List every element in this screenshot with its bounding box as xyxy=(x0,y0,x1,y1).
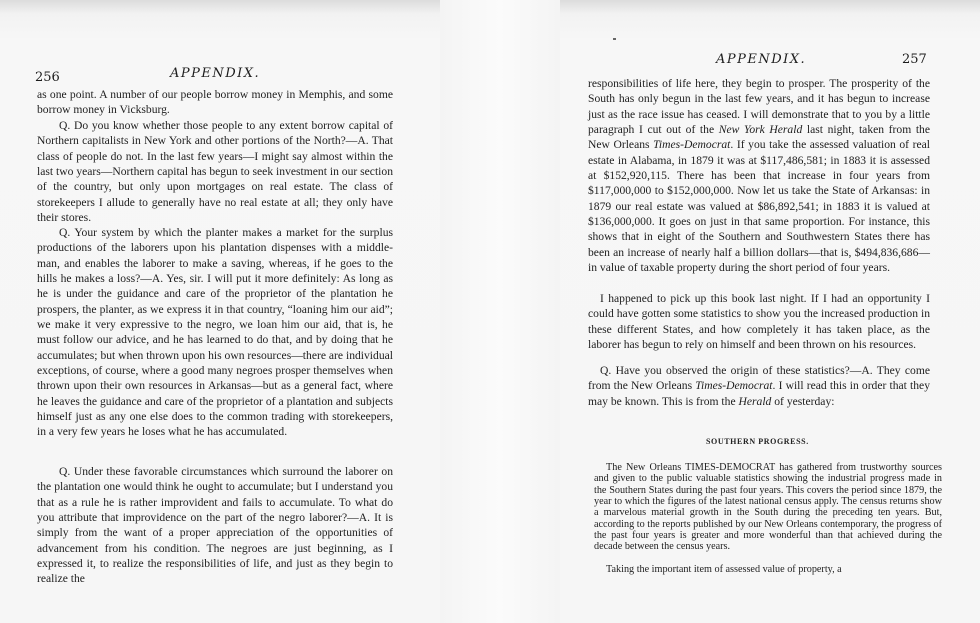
quoted-article-paragraph: The New Orleans TIMES-DEMOCRAT has gathered from trustworthy sources and given to the public valuable statistics showing the industrial progress made in the Southern States during the past four years. This covers the period since 1879, the year to which the figures of the latest national census apply. The census returns show a marvelous material growth in the South during the preceding ten years. But, according to the reports published by our New Orleans contemporary, the progress of the past four years is greater and more wonderful than that achieved during the decade between the census years. xyxy=(594,462,942,553)
left-running-title: APPENDIX. xyxy=(170,66,261,81)
left-page-number: 256 xyxy=(35,70,60,85)
right-page-number: 257 xyxy=(902,52,927,67)
right-running-title: APPENDIX. xyxy=(716,52,807,67)
left-paragraph-3: Q. Your system by which the planter makes a market for the surplus productions of the laborers upon his plantation dispenses with a middle-man, and enables the laborer to make a saving, whereas, if he goes to the hills he makes a loss?—A. Yes, sir. I will put it more definitely: As long as he is under the guidance and care of the proprietor of the plantation he prospers, the planter, as we express it in that country, “loaning him our aid”; we make it very expressive to the negro, we loan him our aid, that is, he must follow our advice, and he has learned to do that, and by doing that he accumulates; but when thrown upon his own resources—there are individual exceptions, of course, where a good many negroes prosper themselves when thrown upon their own resources in Arkansas—but as a general fact, where he leaves the guidance and care of the proprietor of a plantation and subjects himself just as any one else does to the common trading with storekeepers, in a very few years he loses what he has accumulated. xyxy=(37,226,393,439)
left-paragraph-2: Q. Do you know whether those people to any extent borrow capital of Northern capitalists in New York and other portions of the North?—A. That class of people do not. In the last few years—I might say almost within the last two years—Northern capital has begun to seek investment in our section of the country, but only upon mortgages on real estate. The class of storekeepers I allude to generally have no real estate at all; they only have their stores. xyxy=(37,119,393,225)
book-gutter xyxy=(440,0,560,623)
right-paragraph-3: Q. Have you observed the origin of these statistics?—A. They come from the New Orleans Times-Democrat. I will read this in order that they may be known. This is from the Herald of yesterday: xyxy=(588,364,930,408)
right-paragraph-1: responsibilities of life here, they begin to prosper. The prosperity of the South has only begun in the last few years, and it has begun to increase just as the race issue has ceased. I will demonstrate that to you by a little paragraph I cut out of the New York Herald last night, taken from the New Orleans Times-Democrat. If you take the assessed valuation of real estate in Alabama, in 1879 it was at $117,486,581; in 1883 it is assessed at $152,920,115. There has been that increase in four years from $117,000,000 to $152,000,000. Now let us take the State of Arkansas: in 1879 our real estate was valued at $86,892,541; in 1883 it is valued at $136,000,000. It goes on just in that same proportion. For instance, this shows that in eight of the Southern and Southwestern States there has been an increase of nearly half a billion dollars—that is, $494,836,686—in value of taxable property during the short period of four years. xyxy=(588,77,930,275)
quoted-article-continuation: Taking the important item of assessed value of property, a xyxy=(606,564,842,575)
left-paragraph-4: Q. Under these favorable circumstances which surround the laborer on the plantation one would think he ought to accumulate; but I understand you that as a rule he is rather improvident and fails to accumulate. To what do you attribute that improvidence on the part of the negro laborer?—A. It is simply from the want of a proper appreciation of the opportunities of advancement from his condition. The negroes are just beginning, as I expressed it, to realize the responsibilities of life, and just as they begin to realize the xyxy=(37,465,393,586)
right-paragraph-2: I happened to pick up this book last night. If I had an opportunity I could have gotten some statistics to show you the increased production in these different States, and how completely it has taken place, as the laborer has begun to rely on himself and been thrown on his resources. xyxy=(588,292,930,352)
left-page xyxy=(0,0,440,623)
section-heading: SOUTHERN PROGRESS. xyxy=(706,437,809,446)
left-paragraph-1: as one point. A number of our people borrow money in Memphis, and some borrow money in Vicksburg. xyxy=(37,88,393,117)
